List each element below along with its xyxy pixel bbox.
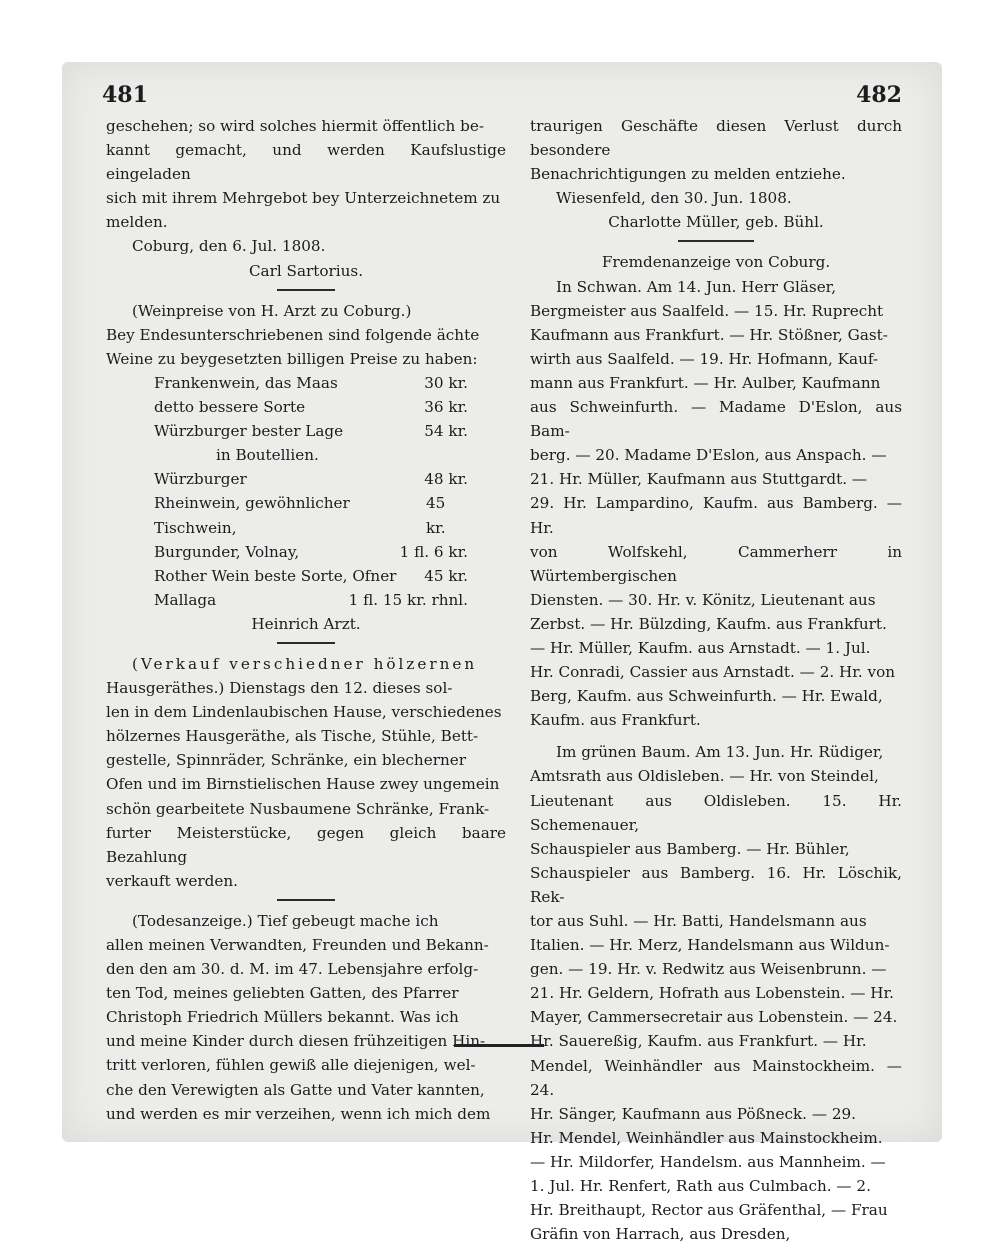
wine-price: 48 kr. [424,470,468,489]
visitor-list-heading: Fremdenanzeige von Coburg. [601,253,831,272]
sale-heading: (Verkauf verschiedner hölzernen [132,654,478,673]
text-line: kannt gemacht, und werden Kaufslustige eingeladen [106,141,506,184]
text-line: allen meinen Verwandten, Freunden und Bekann- [106,936,489,954]
text-line: — Hr. Mildorfer, Handelsm. aus Mannheim. — [530,1152,886,1171]
text-line: Hausgeräthes.) Dienstags den 12. dieses sol- [106,679,453,698]
text-line: Gräfin von Harrach, aus Dresden, [530,1225,791,1244]
notice-signature: Carl Sartorius. [248,261,364,280]
text-line: 21. Hr. Müller, Kaufmann aus Stuttgardt. — [530,470,868,489]
text-line: furter Meisterstücke, gegen gleich baare Bezahlung [106,823,506,866]
text-line: Kaufmann aus Frankfurt. — Hr. Stößner, Gast- [530,325,888,344]
text-line: Zerbst. — Hr. Bülzding, Kaufm. aus Frankfurt. [530,614,887,633]
wine-heading: (Weinpreise von H. Arzt zu Coburg.) [132,301,412,320]
text-line: 1. Jul. Hr. Renfert, Rath aus Culmbach. — 2. [530,1177,871,1196]
text-line: Weine zu beygesetzten billigen Preise zu haben: [106,349,478,368]
wine-price-row [106,467,506,491]
text-line: Benachrichtigungen zu melden entziehe. [530,165,846,184]
wine-name: Burgunder, Volnay, [154,542,300,561]
text-line: In Schwan. Am 14. Jun. Herr Gläser, [556,277,837,296]
wine-price: 45 kr. [424,566,468,585]
wine-price-row [106,588,506,612]
text-line: sich mit ihrem Mehrgebot bey Unterzeichnetem zu [106,189,501,208]
text-line: den den am 30. d. M. im 47. Lebensjahre erfolg- [106,960,479,979]
notice-date: Coburg, den 6. Jul. 1808. [132,237,326,256]
text-line: mann aus Frankfurt. — Hr. Aulber, Kaufmann [530,373,881,392]
text-line: 21. Hr. Geldern, Hofrath aus Lobenstein. — Hr. [530,984,894,1003]
text-line: tor aus Suhl. — Hr. Batti, Handelsmann aus [530,912,867,930]
furniture-sale-notice [106,652,506,893]
text-line: len in dem Lindenlaubischen Hause, verschiedenes [106,703,502,722]
text-line: Bey Endesunterschriebenen sind folgende ächte [106,325,480,344]
left-column [106,114,506,1126]
text-line: ten Tod, meines geliebten Gatten, des Pfarrer [106,984,459,1003]
wine-price-row [106,540,506,564]
text-line: gen. — 19. Hr. v. Redwitz aus Weisenbrunn. — [530,960,887,979]
paragraph-gap [530,732,902,740]
text-line: gestelle, Spinnräder, Schränke, ein blecherner [106,751,466,770]
death-notice-continued [530,114,902,234]
wine-price: 45 kr. [425,494,446,537]
wine-name: Frankenwein, das Maas [154,373,338,392]
newspaper-page [62,62,942,1244]
wine-price-row [106,491,506,539]
text-line: Lieutenant aus Oldisleben. 15. Hr. Schemenauer, [530,791,902,834]
text-line: melden. [106,213,168,232]
text-line: hölzernes Hausgeräthe, als Tische, Stühle, Bett- [106,727,479,746]
text-line: tritt verloren, fühlen gewiß alle diejenigen, wel- [106,1056,476,1075]
wine-price: 54 kr. [424,422,468,441]
text-line: Mendel, Weinhändler aus Mainstockheim. — 24. [530,1056,902,1099]
wine-name: Würzburger [154,470,247,489]
section-divider [678,240,754,242]
bottles-heading: in Boutellien. [216,446,319,465]
wine-name: Rheinwein, gewöhnlicher Tischwein, [154,494,350,537]
text-line: Schauspieler aus Bamberg. 16. Hr. Löschik, Rek- [530,863,902,906]
death-notice [106,909,506,1126]
text-line: Schauspieler aus Bamberg. — Hr. Bühler, [530,839,850,858]
notice-date: Wiesenfeld, den 30. Jun. 1808. [556,189,792,208]
text-line: (Todesanzeige.) Tief gebeugt mache ich [132,911,439,930]
text-line: Amtsrath aus Oldisleben. — Hr. von Steindel, [530,767,879,786]
text-line: 29. Hr. Lampardino, Kaufm. aus Bamberg. — Hr. [530,494,902,537]
notice-signature: Charlotte Müller, geb. Bühl. [608,213,824,232]
text-line: Im grünen Baum. Am 13. Jun. Hr. Rüdiger, [556,743,884,762]
text-line: Mayer, Cammersecretair aus Lobenstein. — 24. [530,1008,898,1027]
end-rule [454,1044,544,1047]
section-divider [277,289,335,291]
text-line: Italien. — Hr. Merz, Handelsmann aus Wildun- [530,936,890,955]
wine-price: 1 fl. 6 kr. [399,542,468,561]
text-line: Hr. Sauereßig, Kaufm. aus Frankfurt. — Hr. [530,1032,867,1051]
text-line: und werden es mir verzeihen, wenn ich mich dem [106,1104,491,1123]
wine-price: 36 kr. [424,398,468,417]
wine-price: 30 kr. [424,373,468,392]
text-line: Hr. Mendel, Weinhändler aus Mainstockheim. [530,1128,883,1147]
page-number-right: 482 [856,82,902,108]
wine-name: detto bessere Sorte [154,398,306,417]
text-line: che den Verewigten als Gatte und Vater kannten, [106,1080,485,1099]
text-line: verkauft werden. [106,871,238,890]
text-line: Berg, Kaufm. aus Schweinfurth. — Hr. Ewald, [530,687,883,706]
intro-notice [106,114,506,283]
text-line: von Wolfskehl, Cammerherr in Würtembergischen [530,542,902,585]
text-line: geschehen; so wird solches hiermit öffentlich be- [106,117,484,135]
wine-price-row [106,564,506,588]
wine-name: Würzburger bester Lage [154,422,344,441]
text-line: Ofen und im Birnstielischen Hause zwey ungemein [106,775,500,794]
wine-signature: Heinrich Arzt. [251,614,361,633]
page-number-left: 481 [102,82,148,108]
text-line: traurigen Geschäfte diesen Verlust durch besondere [530,117,902,160]
text-line: und meine Kinder durch diesen frühzeitigen Hin- [106,1032,486,1051]
section-divider [277,642,335,644]
wine-name: Rother Wein beste Sorte, Ofner [154,566,397,585]
visitor-list [530,250,902,1246]
section-divider [277,899,335,901]
text-line: Diensten. — 30. Hr. v. Könitz, Lieutenant aus [530,590,876,609]
text-line: Hr. Conradi, Cassier aus Arnstadt. — 2. Hr. von [530,663,896,682]
wine-price-row [106,419,506,443]
wine-notice [106,299,506,636]
text-line: aus Schweinfurth. — Madame D'Eslon, aus Bam- [530,398,902,441]
text-line: berg. — 20. Madame D'Eslon, aus Anspach. — [530,446,887,465]
text-line: Hr. Sänger, Kaufmann aus Pößneck. — 29. [530,1104,856,1123]
text-line: — Hr. Müller, Kaufm. aus Arnstadt. — 1. Jul. [530,638,871,657]
text-line: Hr. Breithaupt, Rector aus Gräfenthal, — Frau [530,1201,888,1220]
text-line: Kaufm. aus Frankfurt. [530,711,701,730]
wine-name: Mallaga [154,590,217,609]
text-line: schön gearbeitete Nusbaumene Schränke, Frank- [106,799,490,818]
wine-price: 1 fl. 15 kr. rhnl. [348,590,468,609]
right-column [530,114,902,1246]
text-line: wirth aus Saalfeld. — 19. Hr. Hofmann, Kauf- [530,349,879,368]
wine-price-row [106,371,506,395]
wine-price-row [106,395,506,419]
text-line: Bergmeister aus Saalfeld. — 15. Hr. Ruprecht [530,301,884,320]
text-line: Christoph Friedrich Müllers bekannt. Was ich [106,1008,459,1027]
